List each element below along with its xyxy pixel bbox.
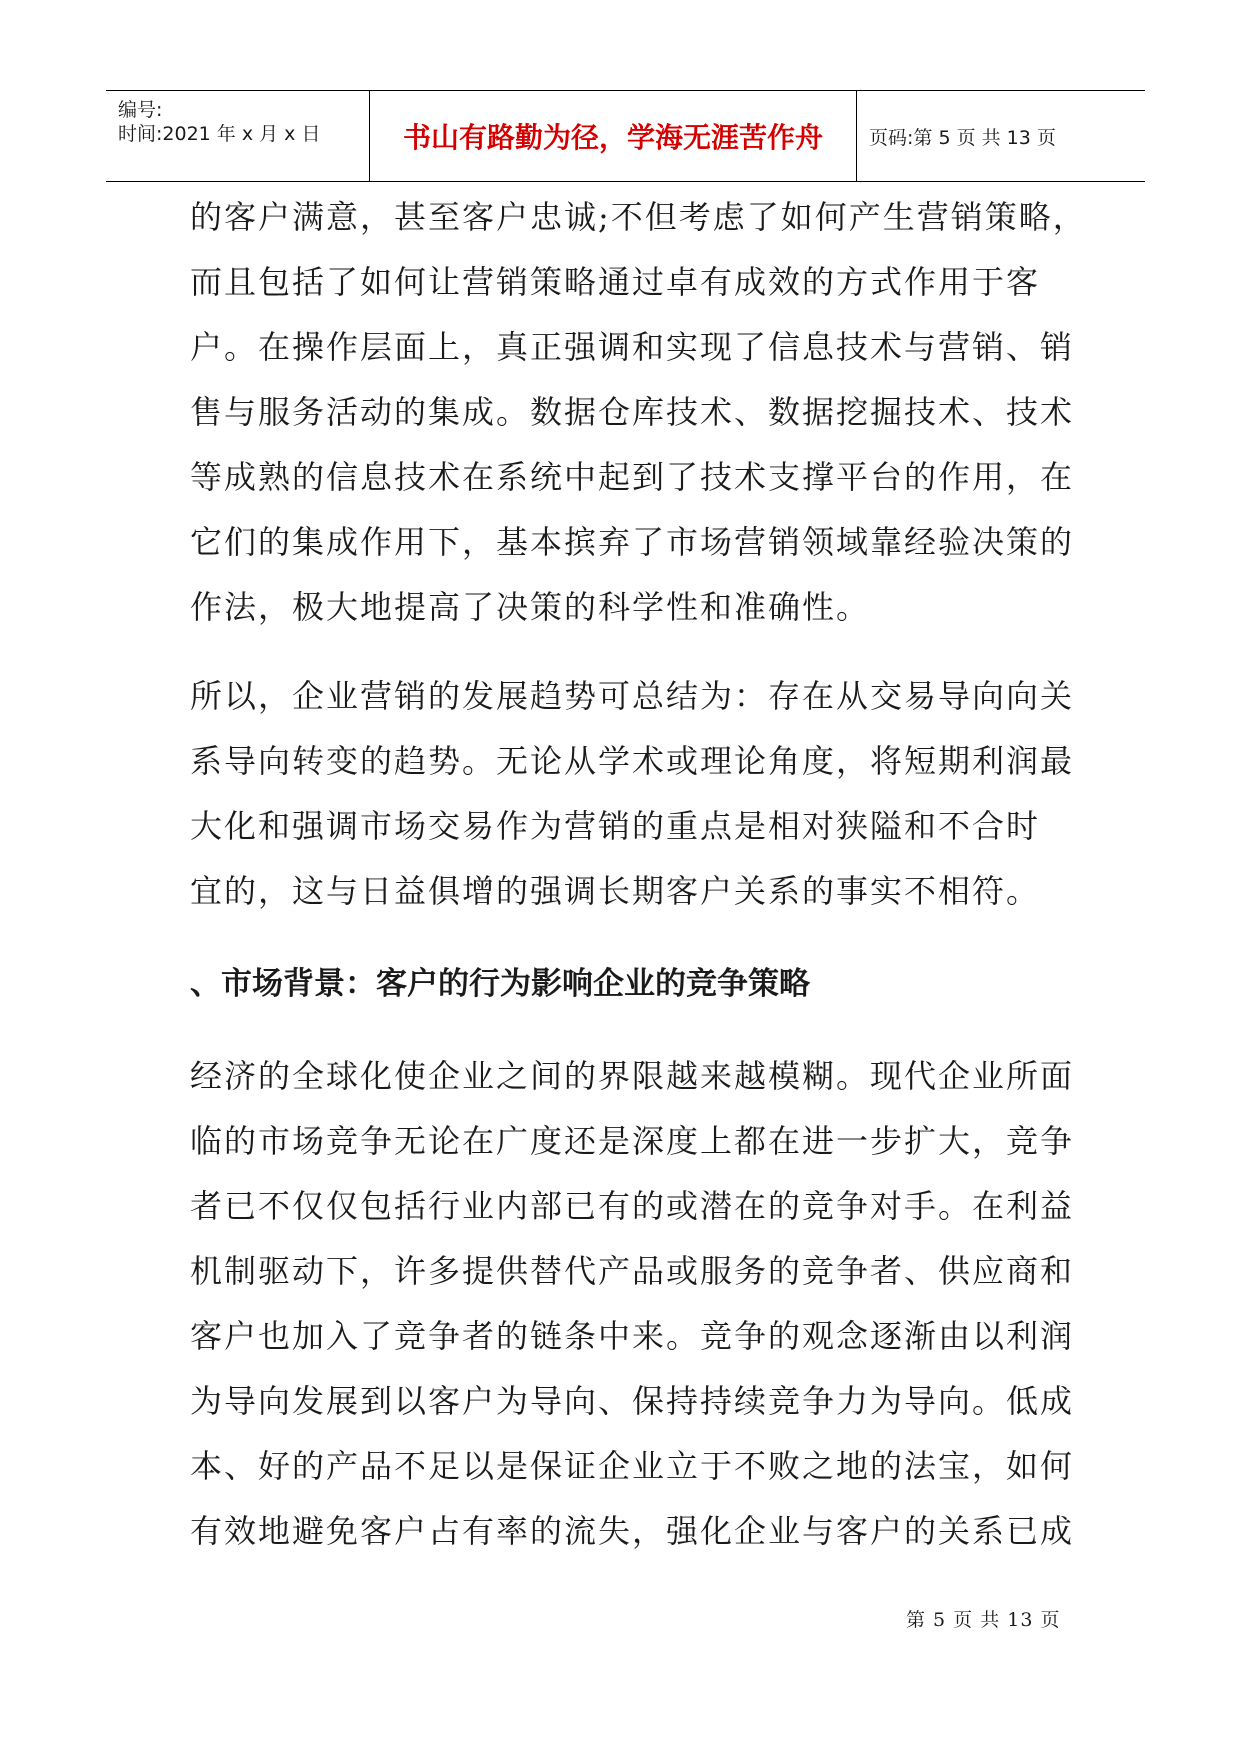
text-line: 的客户满意，甚至客户忠诚;不但考虑了如何产生营销策略， bbox=[190, 198, 1087, 236]
header-motto-cell bbox=[370, 91, 857, 181]
text-line: 者已不仅仅包括行业内部已有的或潜在的竞争对手。在利益 bbox=[190, 1187, 1075, 1225]
text-line: 它们的集成作用下，基本摈弃了市场营销领域靠经验决策的 bbox=[190, 523, 1075, 561]
text-line: 临的市场竞争无论在广度还是深度上都在进一步扩大，竞争 bbox=[190, 1122, 1075, 1160]
text-line: 售与服务活动的集成。数据仓库技术、数据挖掘技术、技术 bbox=[190, 393, 1075, 431]
paragraph-3 bbox=[190, 1044, 1075, 1564]
page-header bbox=[106, 90, 1145, 182]
page-footer-number: 第 5 页 共 13 页 bbox=[906, 1609, 1061, 1631]
text-line: 有效地避免客户占有率的流失，强化企业与客户的关系已成 bbox=[190, 1512, 1075, 1550]
document-body bbox=[190, 185, 1087, 1564]
section-heading: 、市场背景：客户的行为影响企业的竞争策略 bbox=[190, 966, 810, 1002]
text-line: 大化和强调市场交易作为营销的重点是相对狭隘和不合时 bbox=[190, 807, 1041, 845]
text-line: 户。在操作层面上，真正强调和实现了信息技术与营销、销 bbox=[190, 328, 1075, 366]
header-page-cell bbox=[857, 91, 1145, 181]
text-line: 为导向发展到以客户为导向、保持持续竞争力为导向。低成 bbox=[190, 1382, 1075, 1420]
text-line: 等成熟的信息技术在系统中起到了技术支撑平台的作用，在 bbox=[190, 458, 1075, 496]
text-line: 宜的，这与日益俱增的强调长期客户关系的事实不相符。 bbox=[190, 872, 1041, 910]
text-line: 本、好的产品不足以是保证企业立于不败之地的法宝，如何 bbox=[190, 1447, 1075, 1485]
document-number-label: 编号: bbox=[118, 99, 163, 121]
text-line: 客户也加入了竞争者的链条中来。竞争的观念逐渐由以利润 bbox=[190, 1317, 1075, 1355]
text-line: 而且包括了如何让营销策略通过卓有成效的方式作用于客 bbox=[190, 263, 1041, 301]
paragraph-1 bbox=[190, 185, 1087, 640]
document-time-label: 时间:2021 年 x 月 x 日 bbox=[118, 123, 321, 145]
text-line: 作法，极大地提高了决策的科学性和准确性。 bbox=[190, 588, 871, 626]
header-motto: 书山有路勤为径，学海无涯苦作舟 bbox=[402, 121, 823, 154]
paragraph-2 bbox=[190, 664, 1075, 924]
text-line: 系导向转变的趋势。无论从学术或理论角度，将短期利润最 bbox=[190, 742, 1075, 780]
text-line: 所以，企业营销的发展趋势可总结为：存在从交易导向向关 bbox=[190, 677, 1075, 715]
header-page-number: 页码:第 5 页 共 13 页 bbox=[869, 126, 1056, 149]
text-line: 经济的全球化使企业之间的界限越来越模糊。现代企业所面 bbox=[190, 1057, 1075, 1095]
text-line: 机制驱动下，许多提供替代产品或服务的竞争者、供应商和 bbox=[190, 1252, 1075, 1290]
header-meta-cell bbox=[106, 91, 370, 181]
